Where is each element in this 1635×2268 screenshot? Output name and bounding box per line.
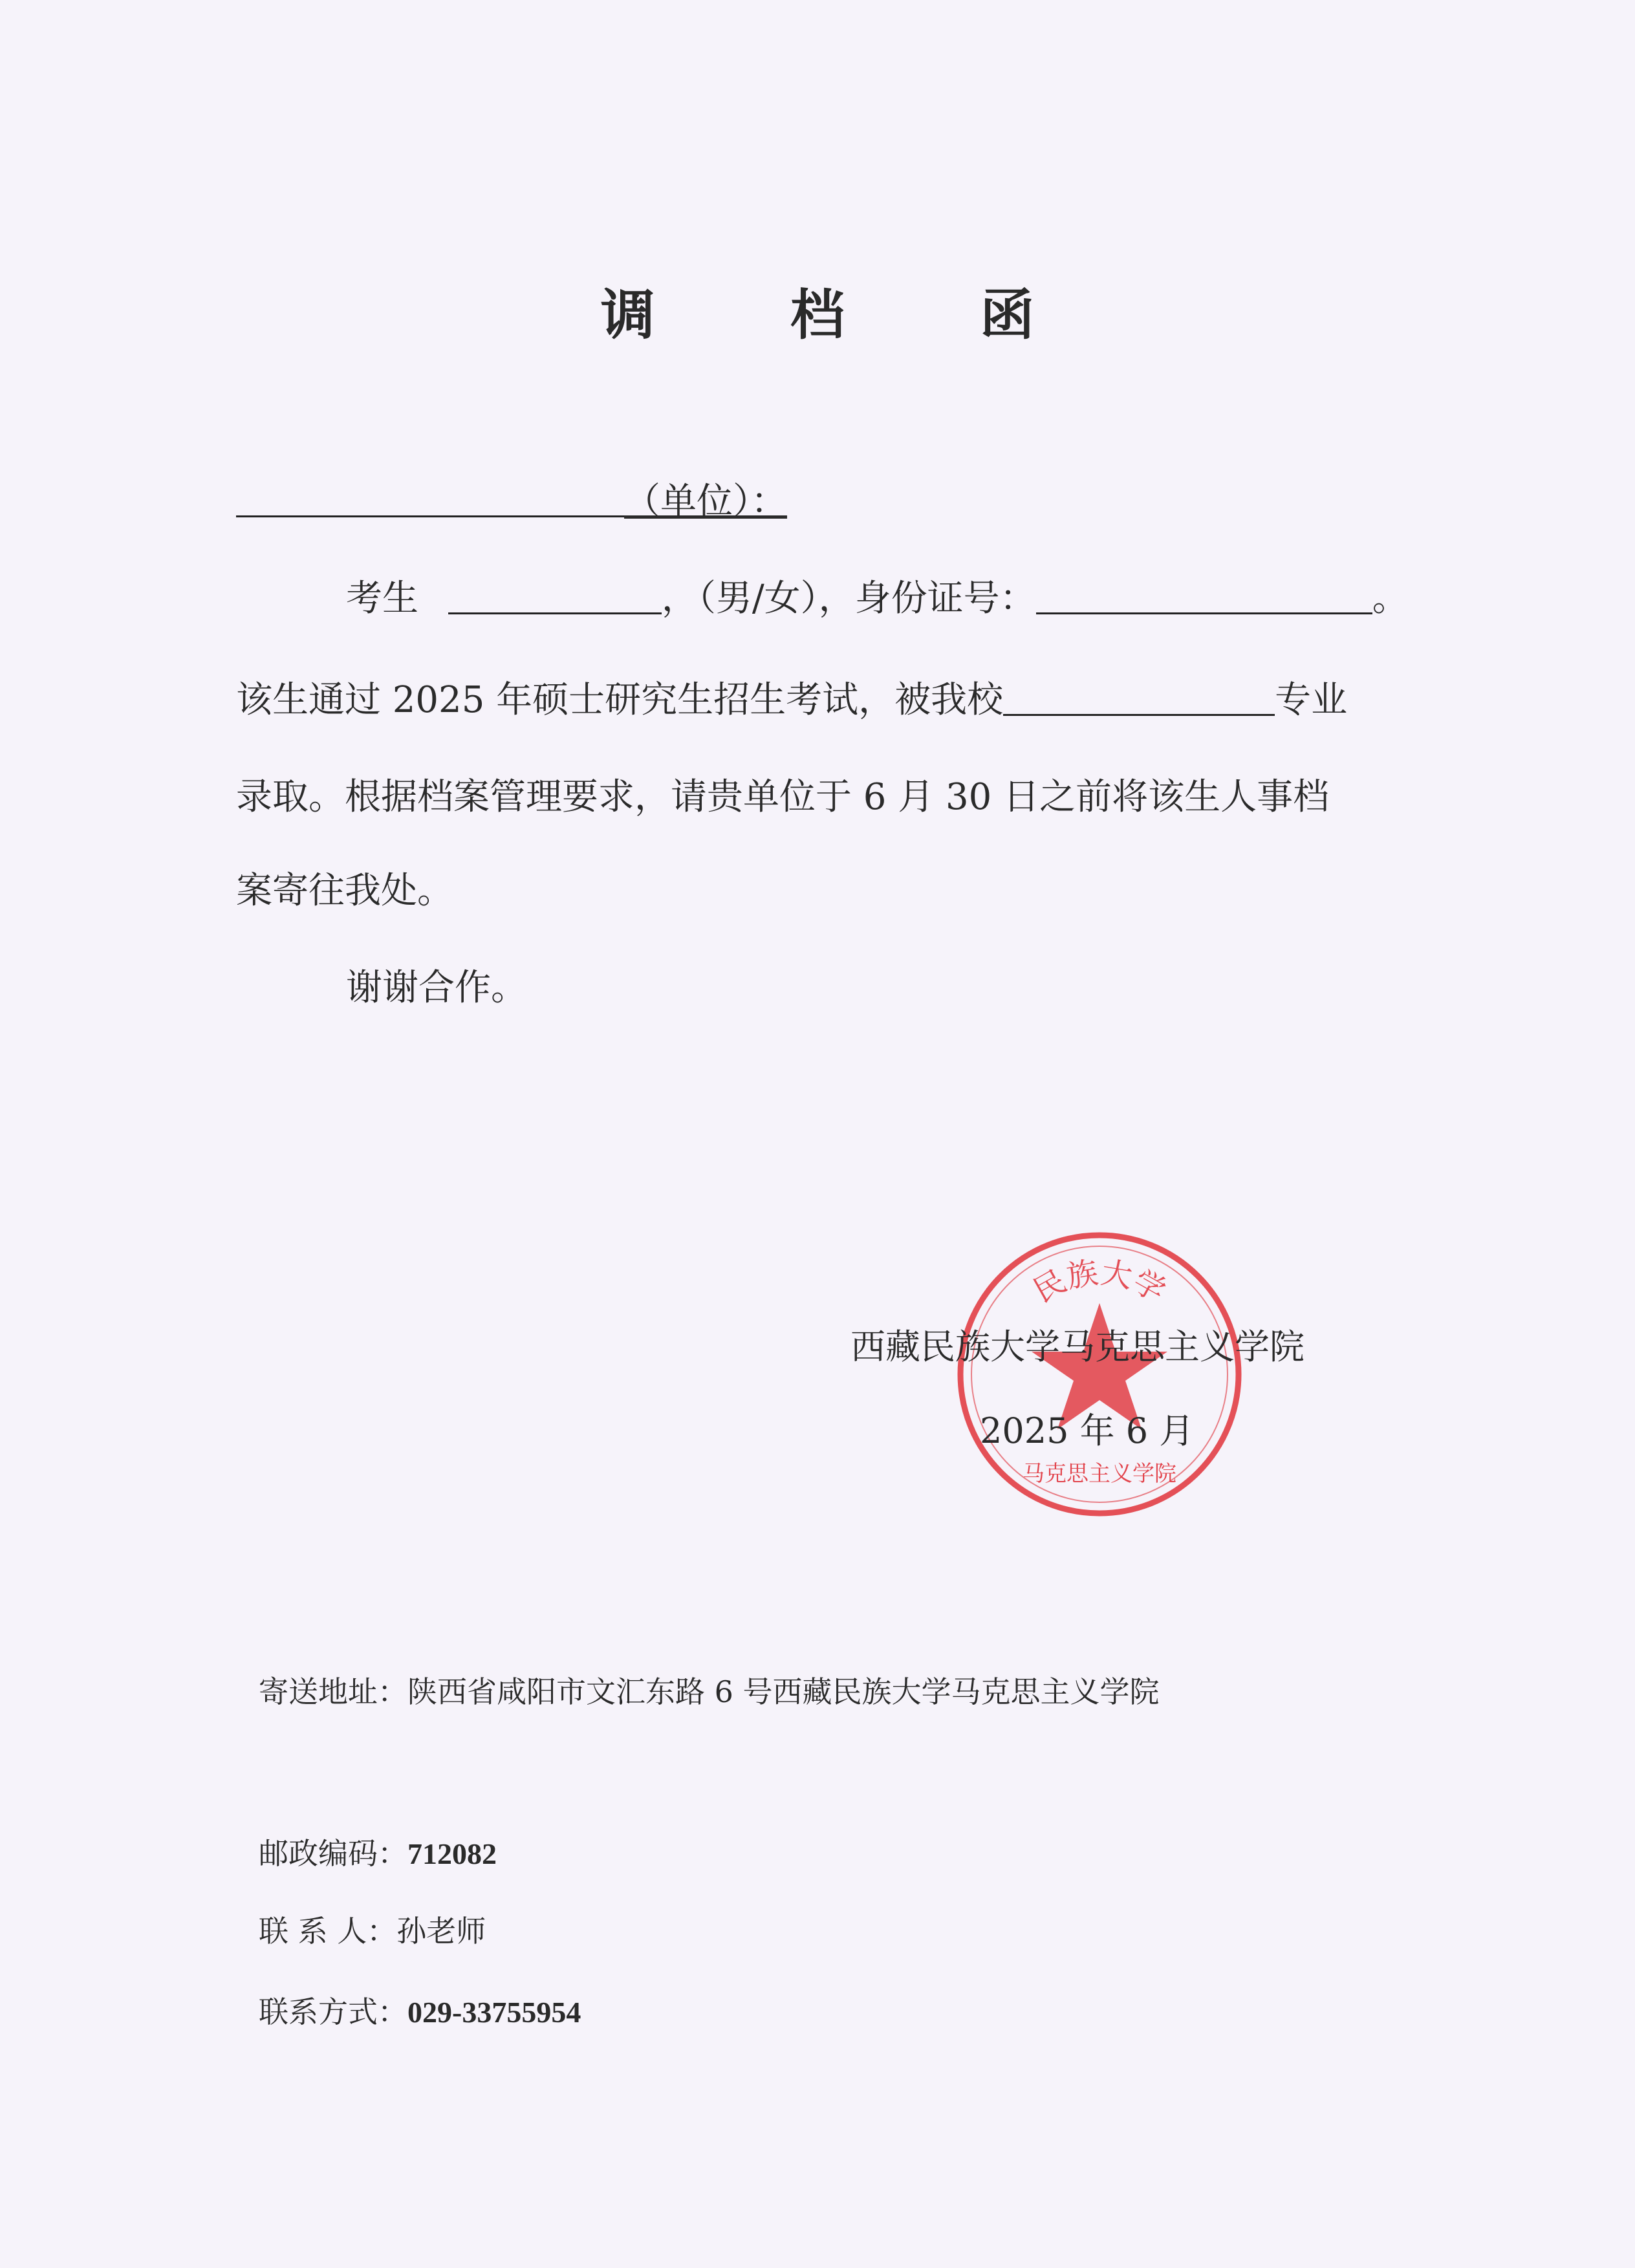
document-title: 调 档 函 <box>600 283 1093 347</box>
recipient-line <box>236 481 787 523</box>
address-value: 陕西省咸阳市文汇东路 6 号西藏民族大学马克思主义学院 <box>407 1674 1160 1709</box>
person-row <box>259 1908 486 1950</box>
phone-label: 联系方式： <box>259 1994 407 2029</box>
send-line: 案寄往我处。 <box>236 870 453 912</box>
postcode-label: 邮政编码： <box>259 1836 407 1871</box>
candidate-prefix: 考生 <box>346 578 418 620</box>
person-value: 孙老师 <box>396 1914 486 1949</box>
id-number-blank <box>1036 612 1372 614</box>
signature-date: 2025 年 6 月 <box>980 1410 1195 1451</box>
recipient-suffix: （单位）： <box>624 481 787 523</box>
address-label: 寄送地址： <box>259 1674 407 1709</box>
thanks-line: 谢谢合作。 <box>346 967 527 1009</box>
official-seal <box>951 1226 1248 1523</box>
request-line: 录取。根据档案管理要求，请贵单位于 6 月 30 日之前将该生人事档 <box>236 776 1330 818</box>
gender-id-text: ，（男/女），身份证号： <box>661 578 1036 620</box>
candidate-line-end: 。 <box>1372 578 1409 620</box>
major-suffix: 专业 <box>1275 679 1348 721</box>
postcode-row <box>259 1830 497 1873</box>
exam-text: 该生通过 2025 年硕士研究生招生考试，被我校 <box>236 679 1004 721</box>
phone-value: 029-33755954 <box>407 1996 581 2029</box>
seal-bottom-text: 马克思主义学院 <box>1023 1461 1176 1487</box>
phone-row <box>259 1989 581 2031</box>
seal-top-text: 民族大学 <box>1027 1254 1172 1310</box>
postcode-value: 712082 <box>407 1837 497 1870</box>
signature-org: 西藏民族大学马克思主义学院 <box>850 1326 1305 1367</box>
major-blank <box>1003 713 1275 716</box>
address-row <box>259 1669 1160 1711</box>
exam-line <box>236 679 1348 721</box>
candidate-line <box>346 578 1409 620</box>
person-label: 联 系 人： <box>259 1914 397 1949</box>
recipient-blank <box>236 515 624 517</box>
candidate-name-blank <box>448 612 662 614</box>
